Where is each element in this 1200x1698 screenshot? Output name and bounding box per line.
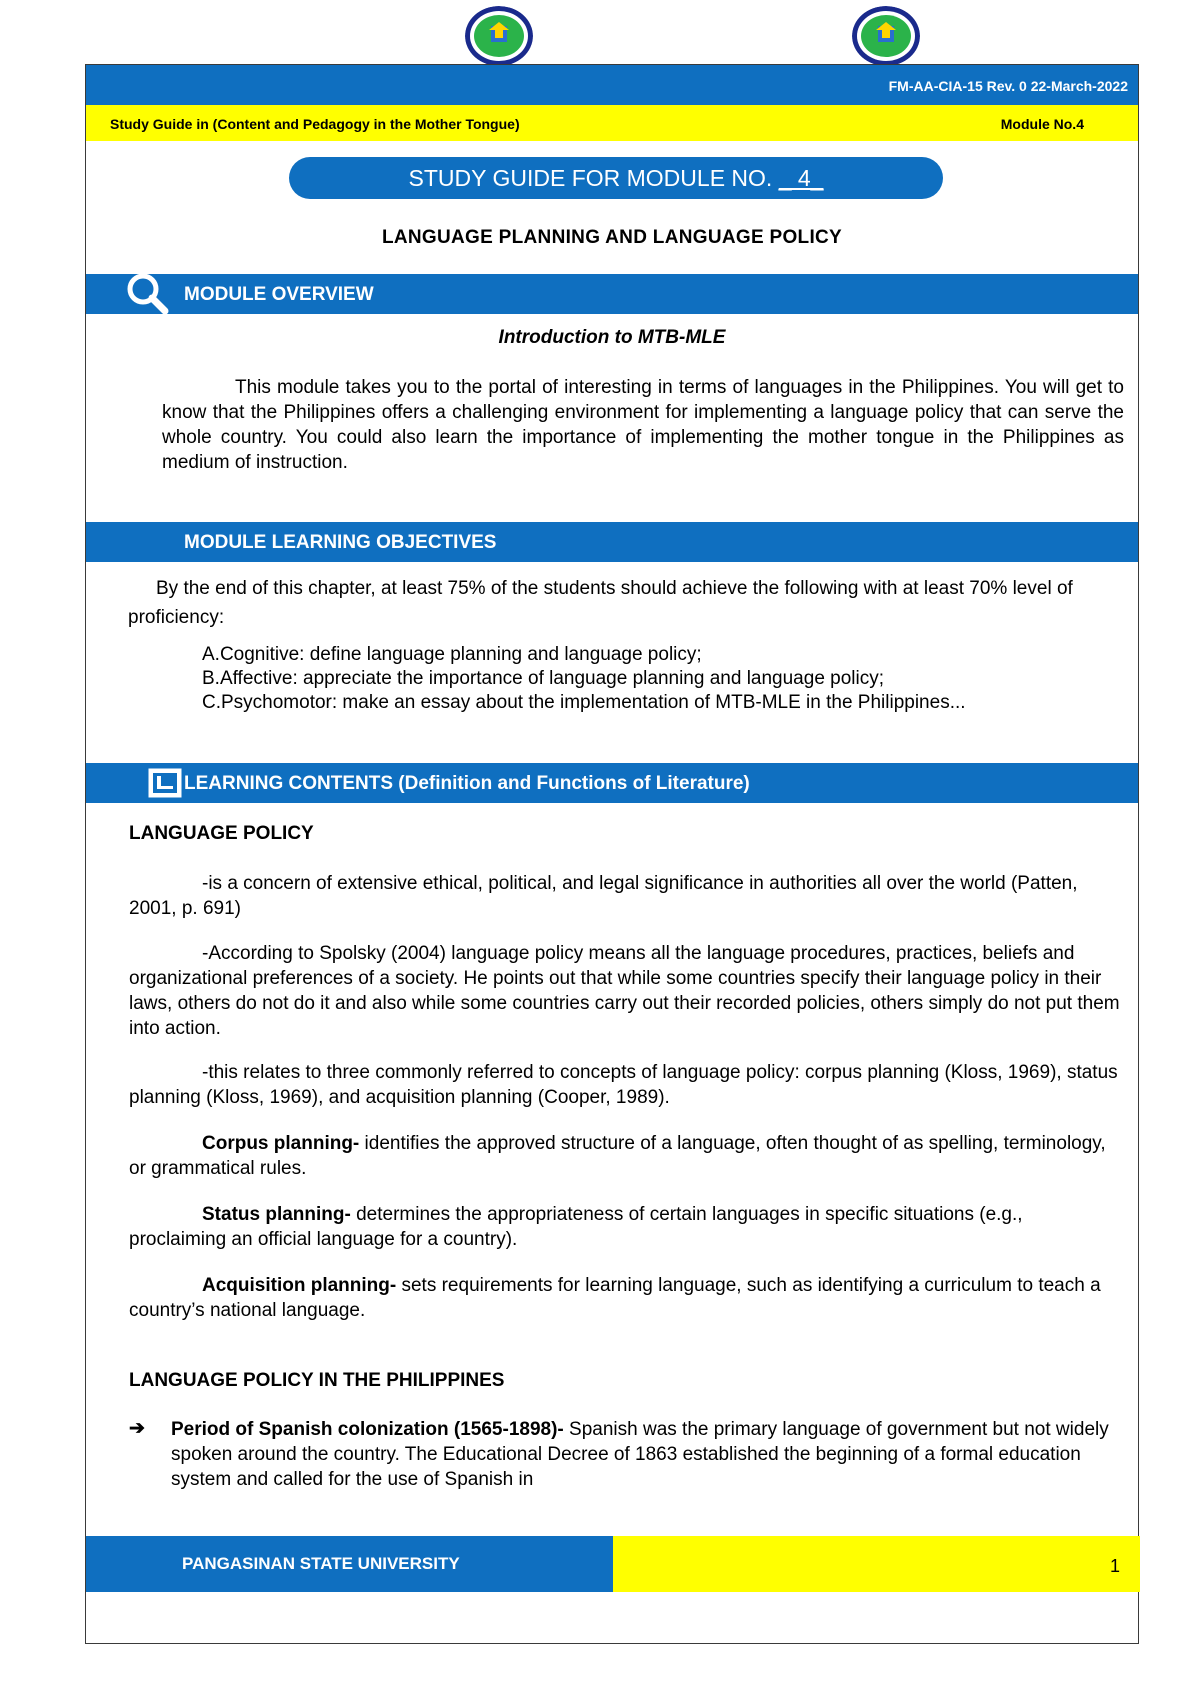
status-planning-definition: determines the appropriateness of certain languages in specific situations (e.g., proclaiming an official language for a country).: [129, 1204, 1023, 1250]
language-policy-para-3-text: -this relates to three commonly referred to concepts of language policy: corpus planning (Kloss, 1969), status planning (Kloss, 1969), and acquisition planning (Cooper, 1989).: [129, 1062, 1118, 1108]
spanish-colonization-term: Period of Spanish colonization (1565-1898)-: [171, 1419, 564, 1440]
overview-subtitle: Introduction to MTB-MLE: [498, 327, 726, 348]
spanish-colonization-definition: Spanish was the primary language of government but not widely spoken around the country. The Educational Decree of 1863 established the beginning of a formal education system and called for the use of Spanish in: [171, 1419, 1109, 1490]
language-policy-heading: LANGUAGE POLICY: [129, 823, 314, 844]
pill-label: STUDY GUIDE FOR MODULE NO.: [408, 165, 779, 191]
module-overview-bar: [86, 274, 1138, 314]
language-policy-para-3: [129, 1060, 1121, 1110]
arrow-bullet-icon: ➔: [129, 1418, 145, 1439]
study-guide-pill: [289, 157, 943, 199]
objectives-intro: [128, 574, 1124, 632]
learning-contents-bar: [86, 763, 1138, 803]
objective-cognitive: A.Cognitive: define language planning and language policy;: [202, 644, 702, 665]
status-planning-term: Status planning-: [202, 1204, 351, 1225]
objectives-intro-text: By the end of this chapter, at least 75% of the students should achieve the following with at least 70% level of proficiency:: [128, 578, 1073, 628]
pill-number: _ 4_: [778, 165, 824, 191]
overview-paragraph: [162, 375, 1124, 475]
corpus-planning-term: Corpus planning-: [202, 1133, 360, 1154]
corpus-planning-para: [129, 1131, 1121, 1181]
footer-yellow-band: [613, 1536, 1140, 1592]
university-seal-right: [852, 6, 920, 66]
language-policy-para-2: [129, 941, 1121, 1041]
magnifier-icon: [124, 270, 170, 316]
footer-blue-band: [86, 1536, 613, 1592]
objective-affective: B.Affective: appreciate the importance of language planning and language policy;: [202, 668, 885, 689]
book-icon: [148, 768, 182, 798]
seal-left-graphic: [465, 6, 533, 66]
main-title: LANGUAGE PLANNING AND LANGUAGE POLICY: [381, 227, 843, 248]
status-planning-para: [129, 1202, 1121, 1252]
overview-paragraph-text: This module takes you to the portal of interesting in terms of languages in the Philippines. You will get to know that the Philippines offers a challenging environment for implementing a language policy that can serve the whole country. You could also learn the importance of implementing the mother tongue in the Philippines as medium of instruction.: [162, 377, 1124, 473]
spanish-colonization-item: [171, 1417, 1121, 1492]
header-yellow-band: [86, 105, 1138, 141]
header-band: [86, 65, 1138, 105]
corpus-planning-definition: identifies the approved structure of a language, often thought of as spelling, terminology, or grammatical rules.: [129, 1133, 1106, 1179]
university-seal-left: [465, 6, 533, 66]
objective-psychomotor: C.Psychomotor: make an essay about the implementation of MTB-MLE in the Philippines...: [202, 692, 966, 713]
acquisition-planning-para: [129, 1273, 1121, 1323]
learning-objectives-label: MODULE LEARNING OBJECTIVES: [184, 532, 497, 553]
language-policy-para-1-text: -is a concern of extensive ethical, political, and legal significance in authorities all over the world (Patten, 2001, p. 691): [129, 873, 1078, 919]
language-policy-philippines-heading: LANGUAGE POLICY IN THE PHILIPPINES: [129, 1370, 505, 1391]
seal-right-graphic: [852, 6, 920, 66]
page-number: 1: [1109, 1556, 1120, 1576]
acquisition-planning-definition: sets requirements for learning language, such as identifying a curriculum to teach a country’s national language.: [129, 1275, 1101, 1321]
module-overview-label: MODULE OVERVIEW: [184, 284, 374, 305]
module-number: Module No.4: [1000, 116, 1084, 132]
learning-objectives-bar: [86, 522, 1138, 562]
language-policy-para-2-text: -According to Spolsky (2004) language policy means all the language procedures, practices, beliefs and organizational preferences of a society. He points out that while some countries specify their language policy in their laws, others do not do it and also while some countries carry out their recorded policies, others simply do not put them into action.: [129, 943, 1120, 1039]
learning-contents-label: LEARNING CONTENTS (Definition and Functions of Literature): [184, 773, 750, 794]
doc-code: FM-AA-CIA-15 Rev. 0 22-March-2022: [888, 78, 1128, 94]
acquisition-planning-term: Acquisition planning-: [202, 1275, 397, 1296]
page-frame: [85, 64, 1139, 1644]
language-policy-para-1: [129, 871, 1121, 921]
study-guide-title: Study Guide in (Content and Pedagogy in the Mother Tongue): [110, 116, 520, 132]
university-name: PANGASINAN STATE UNIVERSITY: [182, 1554, 460, 1573]
